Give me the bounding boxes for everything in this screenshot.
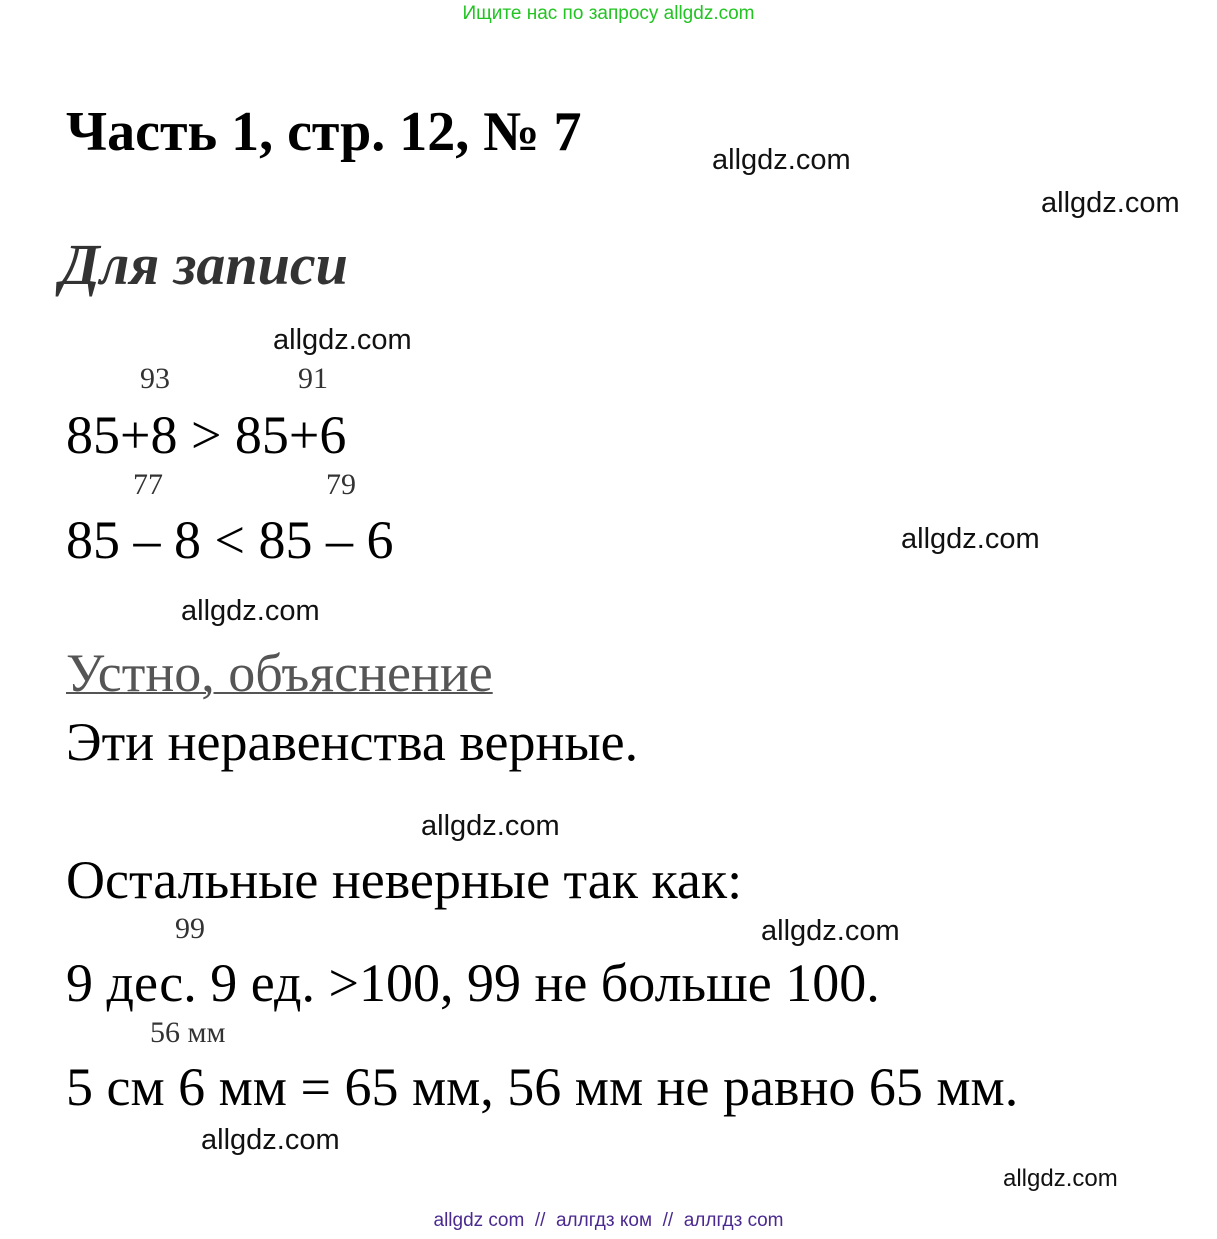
text-line: Эти неравенства верные.: [66, 712, 639, 772]
text-line: Остальные неверные так как:: [66, 850, 743, 910]
watermark: allgdz.com: [273, 324, 412, 356]
annotation: 91: [298, 362, 328, 395]
annotation: 93: [140, 362, 170, 395]
watermark: allgdz.com: [201, 1124, 340, 1156]
promo-banner: Ищите нас по запросу allgdz.com: [462, 3, 755, 24]
text-line: 5 см 6 мм = 65 мм, 56 мм не равно 65 мм.: [66, 1057, 1019, 1117]
section-heading-oral: Устно, объяснение: [66, 643, 493, 703]
annotation: 79: [326, 468, 356, 501]
section-heading-written: Для записи: [60, 232, 348, 297]
watermark: allgdz.com: [1003, 1165, 1118, 1192]
annotation: 56 мм: [150, 1016, 226, 1049]
watermark: allgdz.com: [901, 523, 1040, 555]
watermark: allgdz.com: [761, 915, 900, 947]
page-title: Часть 1, стр. 12, № 7: [66, 101, 582, 163]
watermark: allgdz.com: [421, 810, 560, 842]
text-line: 9 дес. 9 ед. >100, 99 не больше 100.: [66, 953, 880, 1013]
watermark: allgdz.com: [1041, 187, 1180, 219]
equation: 85+8 > 85+6: [66, 405, 347, 465]
watermark: allgdz.com: [712, 144, 851, 176]
footer-links[interactable]: allgdz com // аллгдз ком // аллгдз com: [433, 1210, 784, 1231]
annotation: 77: [133, 468, 163, 501]
annotation: 99: [175, 912, 205, 945]
watermark: allgdz.com: [181, 595, 320, 627]
equation: 85 – 8 < 85 – 6: [66, 510, 394, 570]
